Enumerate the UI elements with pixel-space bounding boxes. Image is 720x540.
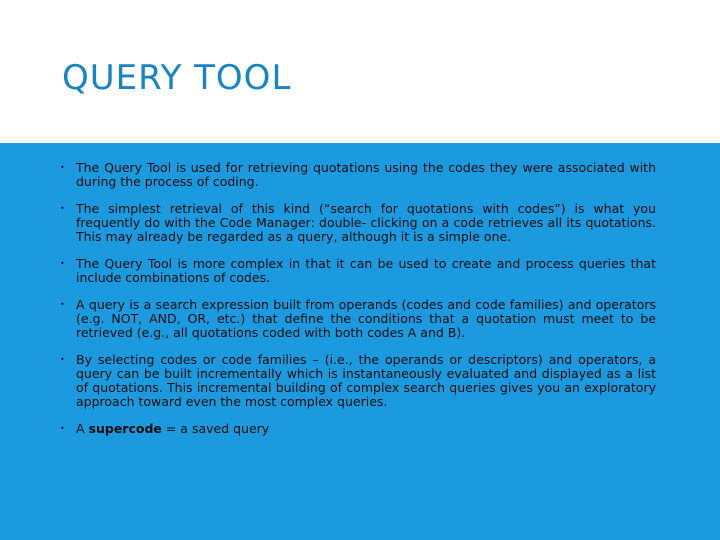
bullet-item [58, 202, 656, 244]
title-area [0, 0, 720, 142]
bullet-dot-icon: • [60, 259, 65, 268]
bullet-item [58, 257, 656, 285]
bullet-text: By selecting codes or code families – (i.e., the operands or descriptors) and operators, a query can be built incrementally which is instantaneously evaluated and displayed as a list of quotations. This incremental building of complex search queries gives you an exploratory approach toward even the most complex queries. [76, 352, 656, 409]
bullet-item [58, 298, 656, 340]
bullet-text-suffix: = a saved query [161, 421, 270, 436]
bullet-item [58, 161, 656, 189]
bullet-dot-icon: • [60, 355, 65, 364]
bullet-text: The Query Tool is used for retrieving quotations using the codes they were associated with during the process of coding. [76, 160, 656, 189]
supercode-term: supercode [88, 421, 162, 436]
bullet-dot-icon: • [60, 424, 65, 433]
bullet-item [58, 353, 656, 409]
content-area [0, 143, 720, 540]
bullet-dot-icon: • [60, 300, 65, 309]
bullet-text: The simplest retrieval of this kind (“search for quotations with codes”) is what you frequently do with the Code Manager: double- clicking on a code retrieves all its quotations. This may already be regarded as a query, although it is a simple one. [76, 201, 656, 244]
bullet-dot-icon: • [60, 163, 65, 172]
bullet-text: A query is a search expression built from operands (codes and code families) and operators (e.g. NOT, AND, OR, etc.) that define the conditions that a quotation must meet to be retrieved (e.g., all quotations coded with both codes A and B). [76, 297, 656, 340]
bullet-item-supercode [58, 422, 656, 436]
bullet-list [58, 161, 656, 449]
bullet-text: The Query Tool is more complex in that it can be used to create and process queries that include combinations of codes. [76, 256, 656, 285]
bullet-dot-icon: • [60, 204, 65, 213]
slide-title: QUERY TOOL [62, 58, 292, 98]
bullet-text-prefix: A [76, 421, 89, 436]
